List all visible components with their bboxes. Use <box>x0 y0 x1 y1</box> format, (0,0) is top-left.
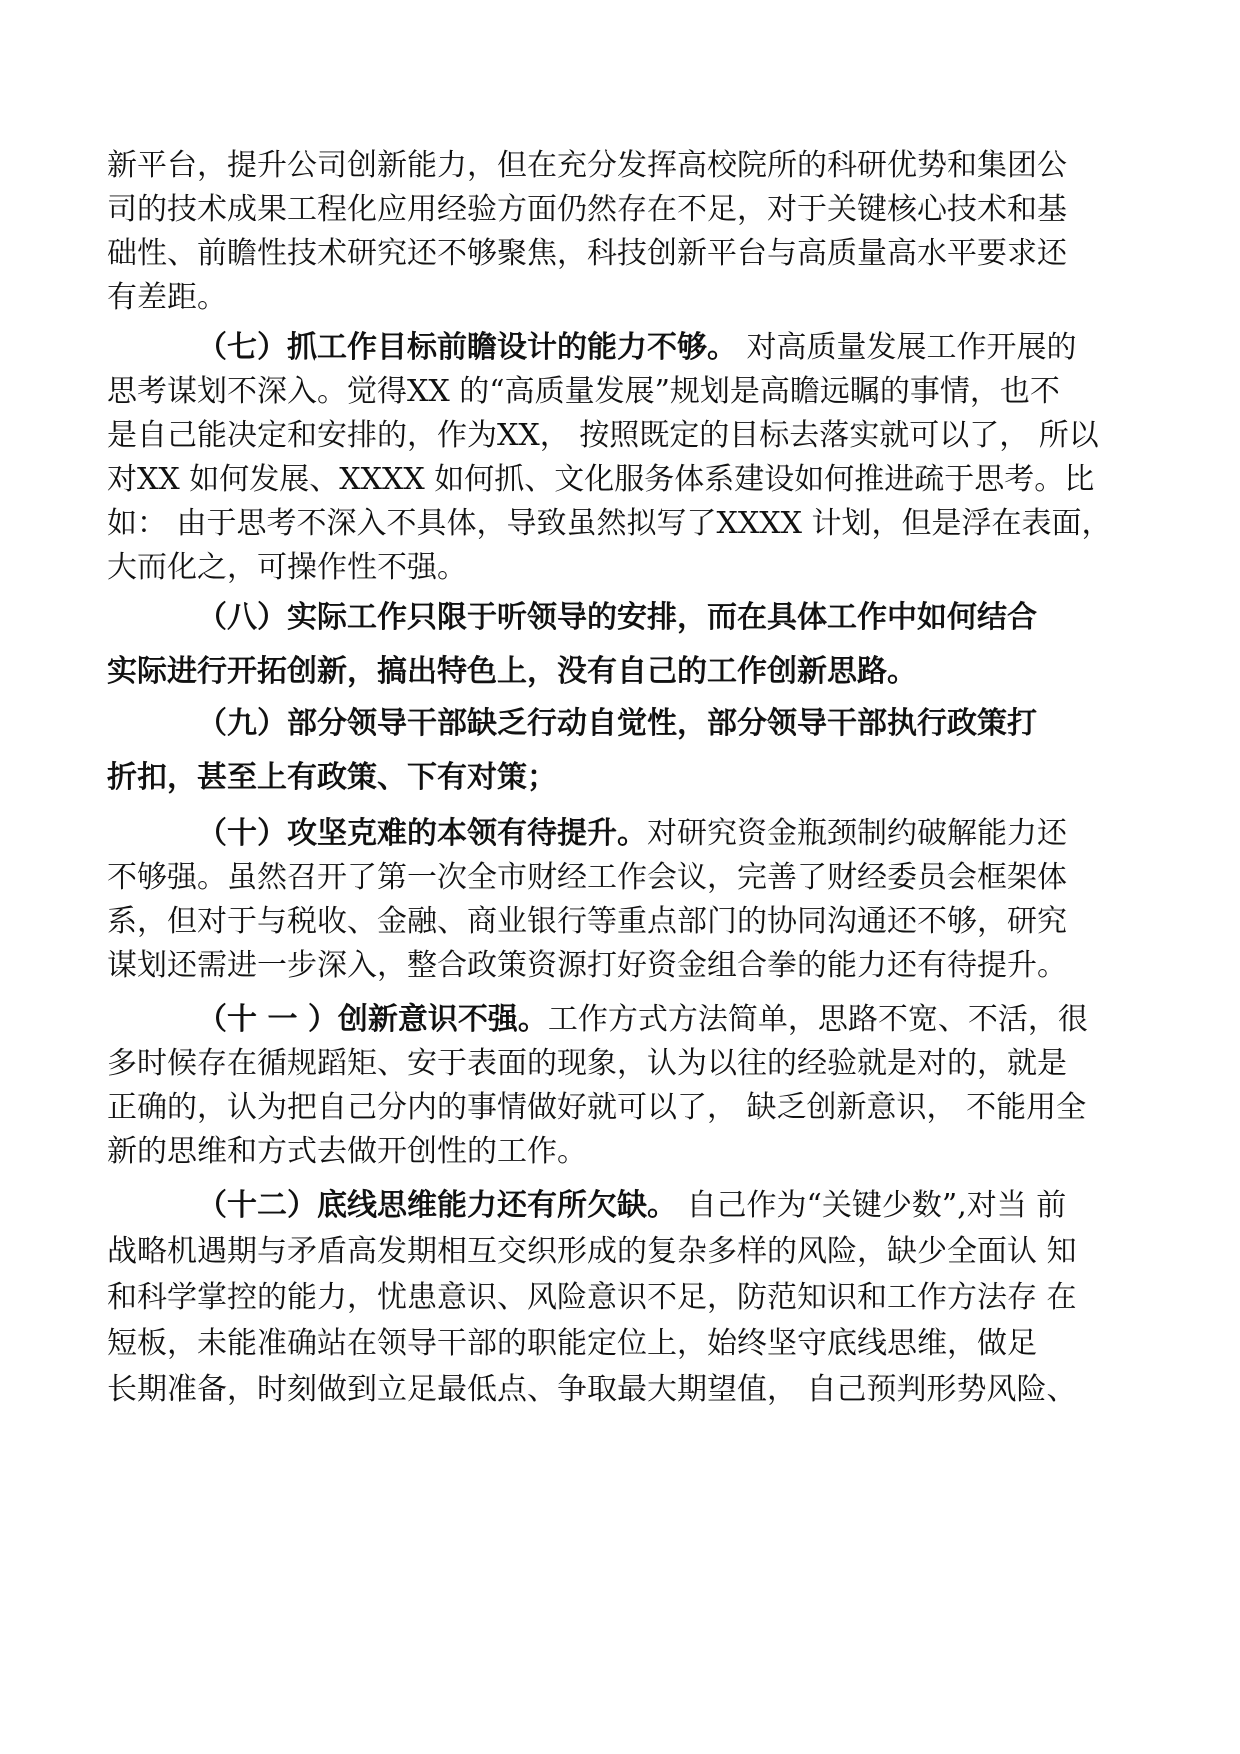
paragraph-line: 有差距。 <box>107 280 227 315</box>
paragraph-text: 对研究资金瓶颈制约破解能力还 <box>647 816 1067 851</box>
paragraph-line: 谋划还需进一步深入，整合政策资源打好资金组合拳的能力还有待提升。 <box>107 948 1067 983</box>
section-heading: （七）抓工作目标前瞻设计的能力不够。 <box>197 330 737 365</box>
paragraph-line: 系，但对于与税收、金融、商业银行等重点部门的协同沟通还不够，研究 <box>107 904 1067 939</box>
bold-heading-line: （九）部分领导干部缺乏行动自觉性，部分领导干部执行政策打 <box>197 706 1037 741</box>
bold-heading-line: 实际进行开拓创新，搞出特色上，没有自己的工作创新思路。 <box>107 654 917 689</box>
paragraph-text: 对高质量发展工作开展的 <box>737 330 1077 365</box>
paragraph-line: 新的思维和方式去做开创性的工作。 <box>107 1134 587 1169</box>
paragraph-line: 思考谋划不深入。觉得XX 的“高质量发展”规划是高瞻远瞩的事情，也不 <box>107 374 1060 409</box>
paragraph-text: 自己作为“关键少数”,对当 前 <box>677 1188 1067 1223</box>
paragraph-line: 短板，未能准确站在领导干部的职能定位上，始终坚守底线思维，做足 <box>107 1326 1037 1361</box>
paragraph-line: 战略机遇期与矛盾高发期相互交织形成的复杂多样的风险，缺少全面认 知 <box>107 1234 1077 1269</box>
paragraph-line: 不够强。虽然召开了第一次全市财经工作会议，完善了财经委员会框架体 <box>107 860 1067 895</box>
paragraph-line: 正确的，认为把自己分内的事情做好就可以了， 缺乏创新意识， 不能用全 <box>107 1090 1087 1125</box>
paragraph-line: 大而化之，可操作性不强。 <box>107 550 467 585</box>
paragraph-line: 是自己能决定和安排的，作为XX， 按照既定的目标去落实就可以了， 所以 <box>107 418 1099 453</box>
section-heading: （十）攻坚克难的本领有待提升。 <box>197 816 647 851</box>
paragraph-line: 础性、前瞻性技术研究还不够聚焦，科技创新平台与高质量高水平要求还 <box>107 236 1067 271</box>
bold-heading-line: 折扣，甚至上有政策、下有对策； <box>107 760 557 795</box>
paragraph-text: 工作方式方法简单，思路不宽、不活，很 <box>547 1002 1088 1037</box>
paragraph-first-line <box>197 816 1067 852</box>
paragraph-first-line <box>197 330 1077 366</box>
paragraph-line: 对XX 如何发展、XXXX 如何抓、文化服务体系建设如何推进疏于思考。比 <box>107 462 1095 497</box>
paragraph-first-line <box>197 1002 1088 1038</box>
paragraph-line: 和科学掌控的能力，忧患意识、风险意识不足，防范知识和工作方法存 在 <box>107 1280 1077 1315</box>
paragraph-line: 新平台，提升公司创新能力，但在充分发挥高校院所的科研优势和集团公 <box>107 148 1067 183</box>
bold-heading-line: （八）实际工作只限于听领导的安排，而在具体工作中如何结合 <box>197 600 1037 635</box>
section-heading: （十 一 ）创新意识不强。 <box>197 1002 548 1037</box>
paragraph-line: 长期准备，时刻做到立足最低点、争取最大期望值， 自己预判形势风险、 <box>107 1372 1077 1407</box>
paragraph-first-line <box>197 1188 1066 1224</box>
paragraph-line: 多时候存在循规蹈矩、安于表面的现象，认为以往的经验就是对的，就是 <box>107 1046 1067 1081</box>
section-heading: （十二）底线思维能力还有所欠缺。 <box>197 1188 677 1223</box>
paragraph-line: 司的技术成果工程化应用经验方面仍然存在不足，对于关键核心技术和基 <box>107 192 1067 227</box>
paragraph-line: 如： 由于思考不深入不具体，导致虽然拟写了XXXX 计划，但是浮在表面， <box>107 506 1112 541</box>
